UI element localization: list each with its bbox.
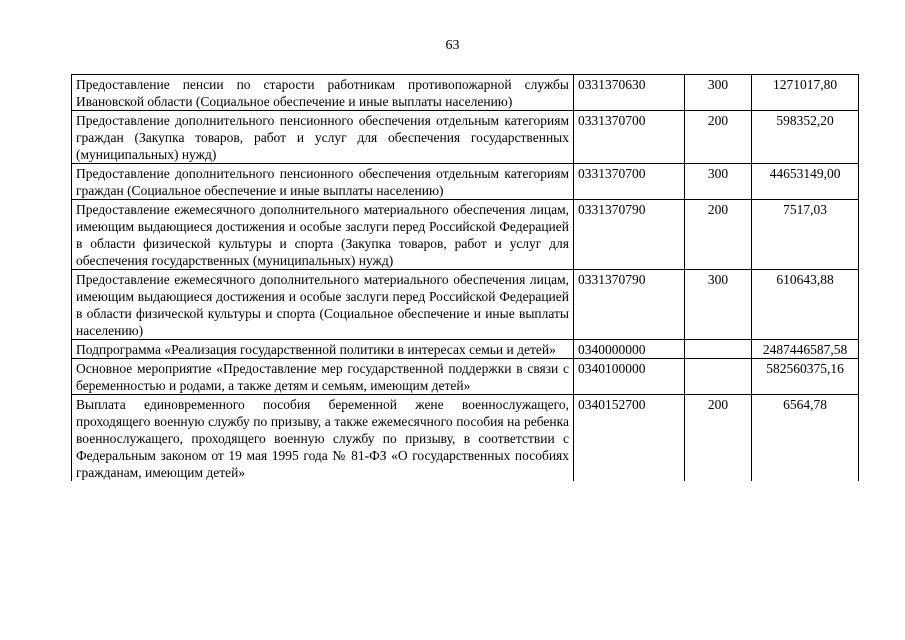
row-expense-type: 300 <box>685 270 752 340</box>
row-description: Предоставление ежемесячного дополнительного материального обеспечения лицам, имеющим выдающиеся достижения и особые заслуги перед Российской Федерацией в области физической культуры и спорта (Закупка товаров, работ и услуг для обеспечения государственных (муниципальных) нужд) <box>72 200 574 270</box>
table-row <box>72 340 859 359</box>
row-target-code: 0340152700 <box>574 395 685 482</box>
row-description: Предоставление ежемесячного дополнительного материального обеспечения лицам, имеющим выдающиеся достижения и особые заслуги перед Российской Федерацией в области физической культуры и спорта (Социальное обеспечение и иные выплаты населению) <box>72 270 574 340</box>
row-expense-type <box>685 340 752 359</box>
row-target-code: 0331370700 <box>574 111 685 164</box>
row-description: Предоставление дополнительного пенсионного обеспечения отдельным категориям граждан (Социальное обеспечение и иные выплаты населению) <box>72 164 574 200</box>
row-expense-type: 300 <box>685 75 752 111</box>
row-amount: 2487446587,58 <box>752 340 859 359</box>
page-number: 63 <box>445 38 460 53</box>
row-description: Выплата единовременного пособия беременной жене военнослужащего, проходящего военную службу по призыву, а также ежемесячного пособия на ребенка военнослужащего, проходящего военную службу по призыву, в соответствии с Федеральным законом от 19 мая 1995 года № 81-ФЗ «О государственных пособиях гражданам, имеющим детей» <box>72 395 574 482</box>
table-row <box>72 359 859 395</box>
row-expense-type: 200 <box>685 200 752 270</box>
table-row <box>72 395 859 482</box>
row-amount: 6564,78 <box>752 395 859 482</box>
row-description: Подпрограмма «Реализация государственной политики в интересах семьи и детей» <box>72 340 574 359</box>
row-amount: 7517,03 <box>752 200 859 270</box>
row-expense-type: 300 <box>685 164 752 200</box>
row-target-code: 0331370630 <box>574 75 685 111</box>
row-amount: 1271017,80 <box>752 75 859 111</box>
row-target-code: 0331370790 <box>574 270 685 340</box>
table-row <box>72 200 859 270</box>
row-expense-type: 200 <box>685 111 752 164</box>
table-row <box>72 164 859 200</box>
row-target-code: 0340100000 <box>574 359 685 395</box>
table-row <box>72 111 859 164</box>
row-amount: 598352,20 <box>752 111 859 164</box>
row-target-code: 0331370790 <box>574 200 685 270</box>
row-expense-type <box>685 359 752 395</box>
table-row <box>72 75 859 111</box>
row-description: Основное мероприятие «Предоставление мер государственной поддержки в связи с беременностью и родами, а также детям и семьям, имеющим детей» <box>72 359 574 395</box>
row-description: Предоставление пенсии по старости работникам противопожарной службы Ивановской области (Социальное обеспечение и иные выплаты населению) <box>72 75 574 111</box>
row-expense-type: 200 <box>685 395 752 482</box>
row-amount: 582560375,16 <box>752 359 859 395</box>
row-amount: 610643,88 <box>752 270 859 340</box>
row-description: Предоставление дополнительного пенсионного обеспечения отдельным категориям граждан (Закупка товаров, работ и услуг для обеспечения государственных (муниципальных) нужд) <box>72 111 574 164</box>
budget-table <box>71 74 859 481</box>
row-target-code: 0331370700 <box>574 164 685 200</box>
row-amount: 44653149,00 <box>752 164 859 200</box>
table-row <box>72 270 859 340</box>
row-target-code: 0340000000 <box>574 340 685 359</box>
